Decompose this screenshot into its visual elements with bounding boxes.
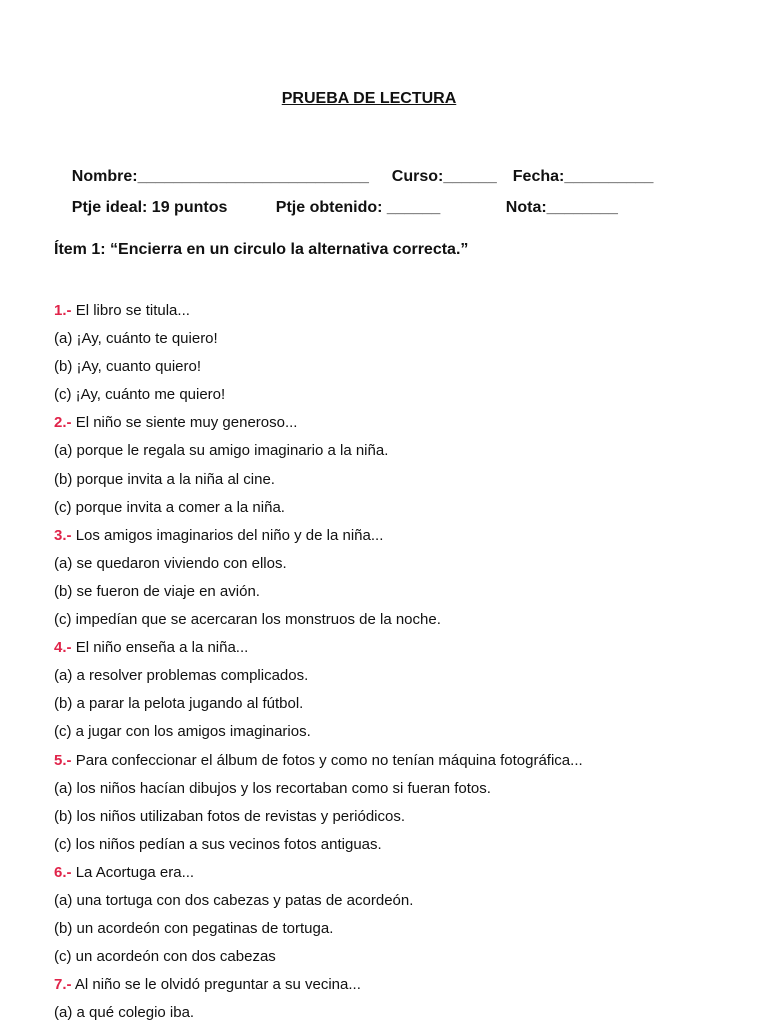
ptje-ideal-field: Ptje ideal: 19 puntos <box>71 199 228 216</box>
question-text: El libro se titula... <box>75 302 190 319</box>
question-4 <box>54 639 744 667</box>
option-7a: (a) a qué colegio iba. <box>54 1004 195 1022</box>
question-number: 7.- <box>54 976 72 994</box>
option-5a: (a) los niños hacían dibujos y los recortaban como si fueran fotos. <box>54 779 491 797</box>
ptje-obtenido-field: Ptje obtenido: ______ <box>275 199 441 216</box>
ptje-obtenido-wrapper <box>258 181 440 235</box>
question-6 <box>54 864 744 892</box>
option-3c: (c) impedían que se acercaran los monstruos de la noche. <box>54 611 441 629</box>
option-4a: (a) a resolver problemas complicados. <box>54 667 309 685</box>
option-4b: (b) a parar la pelota jugando al fútbol. <box>54 695 304 713</box>
question-5 <box>54 752 744 780</box>
question-text: Para confeccionar el álbum de fotos y como no tenían máquina fotográfica... <box>75 751 583 769</box>
option-2c: (c) porque invita a comer a la niña. <box>54 498 285 516</box>
option-1a: (a) ¡Ay, cuánto te quiero! <box>54 330 218 348</box>
question-text: Al niño se le olvidó preguntar a su vecina... <box>74 976 361 994</box>
question-number: 5.- <box>54 751 72 769</box>
question-text: El niño se siente muy generoso... <box>75 414 298 432</box>
option-6a: (a) una tortuga con dos cabezas y patas de acordeón. <box>54 891 414 909</box>
option-5b: (b) los niños utilizaban fotos de revistas y periódicos. <box>54 807 406 825</box>
question-list <box>54 302 744 1032</box>
question-3 <box>54 527 744 555</box>
option-6b: (b) un acordeón con pegatinas de tortuga. <box>54 920 334 938</box>
question-text: El niño enseña a la niña... <box>75 639 249 657</box>
question-7 <box>54 976 744 1004</box>
nombre-field: Nombre:__________________________ <box>71 168 369 185</box>
question-number: 3.- <box>54 526 72 544</box>
nota-field: Nota:________ <box>505 199 618 216</box>
document-title: PRUEBA DE LECTURA <box>281 90 457 107</box>
question-number: 1.- <box>54 302 72 319</box>
option-6c: (c) un acordeón con dos cabezas <box>54 948 276 966</box>
option-1c: (c) ¡Ay, cuánto me quiero! <box>54 386 226 404</box>
option-2a: (a) porque le regala su amigo imaginario a la niña. <box>54 442 389 460</box>
option-4c: (c) a jugar con los amigos imaginarios. <box>54 723 311 741</box>
question-number: 4.- <box>54 639 72 657</box>
question-2 <box>54 414 744 442</box>
option-5c: (c) los niños pedían a sus vecinos fotos antiguas. <box>54 835 382 853</box>
item-heading: Ítem 1: “Encierra en un circulo la alternativa correcta.” <box>54 241 469 258</box>
question-text: La Acortuga era... <box>75 863 195 881</box>
option-3b: (b) se fueron de viaje en avión. <box>54 582 260 600</box>
fecha-field: Fecha:__________ <box>512 168 654 185</box>
question-number: 6.- <box>54 863 72 881</box>
option-2b: (b) porque invita a la niña al cine. <box>54 470 275 488</box>
nota-wrapper <box>488 181 618 235</box>
question-1 <box>54 302 744 330</box>
question-number: 2.- <box>54 414 72 432</box>
option-3a: (a) se quedaron viviendo con ellos. <box>54 554 287 572</box>
curso-field: Curso:______ <box>391 168 497 185</box>
option-1b: (b) ¡Ay, cuanto quiero! <box>54 358 202 376</box>
ptje-ideal-wrapper <box>54 181 227 235</box>
question-text: Los amigos imaginarios del niño y de la niña... <box>75 526 384 544</box>
